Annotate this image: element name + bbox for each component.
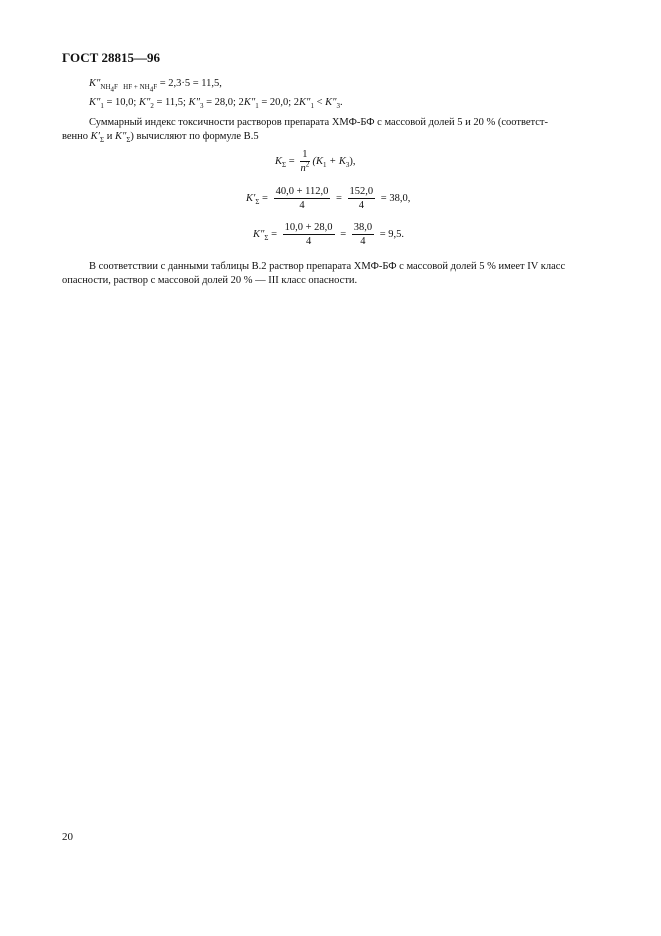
denominator: 4 <box>299 200 305 211</box>
equals: = <box>337 228 349 240</box>
text: и <box>104 131 115 142</box>
sub-f: F <box>114 83 118 92</box>
rhs-text: (K <box>312 155 324 167</box>
paragraph-1-line-b <box>62 130 259 143</box>
equals: = <box>268 228 280 240</box>
fraction <box>283 222 335 247</box>
sub-sigma: Σ <box>126 136 131 145</box>
equation-k-prime-sum <box>246 186 410 211</box>
sub-4b: 4 <box>149 85 154 94</box>
formula-line-k-values <box>89 96 343 109</box>
text: ) вычисляют по формуле В.5 <box>130 131 259 142</box>
k-symbol: K″ <box>325 97 337 108</box>
value-text: = 11,5; <box>153 97 189 108</box>
numerator: 40,0 + 112,0 <box>275 186 329 197</box>
sub-f2: F <box>153 83 158 92</box>
value-text: = 20,0; 2 <box>258 97 300 108</box>
denominator: 4 <box>358 200 364 211</box>
numerator: 38,0 <box>353 222 373 233</box>
result: = 38,0, <box>378 192 411 204</box>
equals: = <box>259 192 271 204</box>
paragraph-2-line-b: опасности, раствор с массовой долей 20 % — III класс опасности. <box>62 275 358 286</box>
numerator: 10,0 + 28,0 <box>284 222 333 233</box>
sub-index: 1 <box>323 161 327 169</box>
value-text: = 28,0; 2 <box>203 97 244 108</box>
document-header: ГОСТ 28815—96 <box>62 50 161 65</box>
denominator <box>300 162 309 174</box>
n-symbol: n <box>300 163 306 174</box>
rhs-text: ), <box>349 155 356 167</box>
k-symbol: K″ <box>243 97 256 108</box>
paragraph-1-line-a: Суммарный индекс токсичности растворов препарата ХМФ-БФ с массовой долей 5 и 20 % (соответст- <box>89 117 548 128</box>
paragraph-2-line-a: В соответствии с данными таблицы В.2 раствор препарата ХМФ-БФ с массовой долей 5 % имеет IV класс <box>89 261 566 272</box>
sub-index: 1 <box>310 102 314 111</box>
sub-index: 2 <box>150 102 154 111</box>
sub-index: 3 <box>336 102 340 111</box>
equals: = <box>333 192 345 204</box>
k-symbol: K″ <box>138 97 151 108</box>
sub-index: 1 <box>255 102 259 111</box>
fraction <box>300 149 309 174</box>
k-symbol: K″ <box>114 131 127 142</box>
sub-hf-nh: HF + NH <box>123 83 150 92</box>
sub-sigma: Σ <box>255 198 260 206</box>
fraction <box>348 186 376 211</box>
sub-nh: NH <box>100 83 111 92</box>
value-text: = 10,0; <box>103 97 139 108</box>
denominator: 4 <box>360 236 366 247</box>
equation-sum-index <box>275 149 355 174</box>
k-symbol: K′ <box>90 131 100 142</box>
numerator: 1 <box>302 149 308 160</box>
value-text: < <box>313 97 326 108</box>
sub-sigma: Σ <box>99 136 105 145</box>
denominator: 4 <box>305 236 312 247</box>
k-symbol: K′ <box>246 192 256 204</box>
formula-line-k-nh4f <box>89 77 222 94</box>
sub-index: 1 <box>100 102 104 111</box>
value-text: . <box>340 97 343 108</box>
sub-index: 3 <box>199 102 204 111</box>
k-symbol: K″ <box>89 97 101 108</box>
result: = 9,5. <box>377 228 405 240</box>
exponent: 2 <box>305 160 310 169</box>
formula-rest: = 2,3·5 = 11,5, <box>157 78 222 89</box>
k-symbol: K″ <box>299 97 311 108</box>
sub-index: 3 <box>345 161 350 169</box>
k-symbol: K <box>275 155 283 167</box>
sub-sigma: Σ <box>264 234 269 242</box>
sub-4: 4 <box>110 85 115 94</box>
numerator: 152,0 <box>349 186 374 197</box>
equals: = <box>286 155 298 167</box>
equation-k-double-prime-sum <box>253 222 404 247</box>
text: венно <box>62 131 91 142</box>
k-symbol: K″ <box>89 78 101 89</box>
page-number: 20 <box>62 831 73 843</box>
k-symbol: K″ <box>253 228 265 240</box>
fraction <box>274 186 331 211</box>
rhs-text: + K <box>326 155 346 167</box>
fraction <box>352 222 374 247</box>
sub-sigma: Σ <box>282 161 287 169</box>
k-symbol: K″ <box>188 97 200 108</box>
